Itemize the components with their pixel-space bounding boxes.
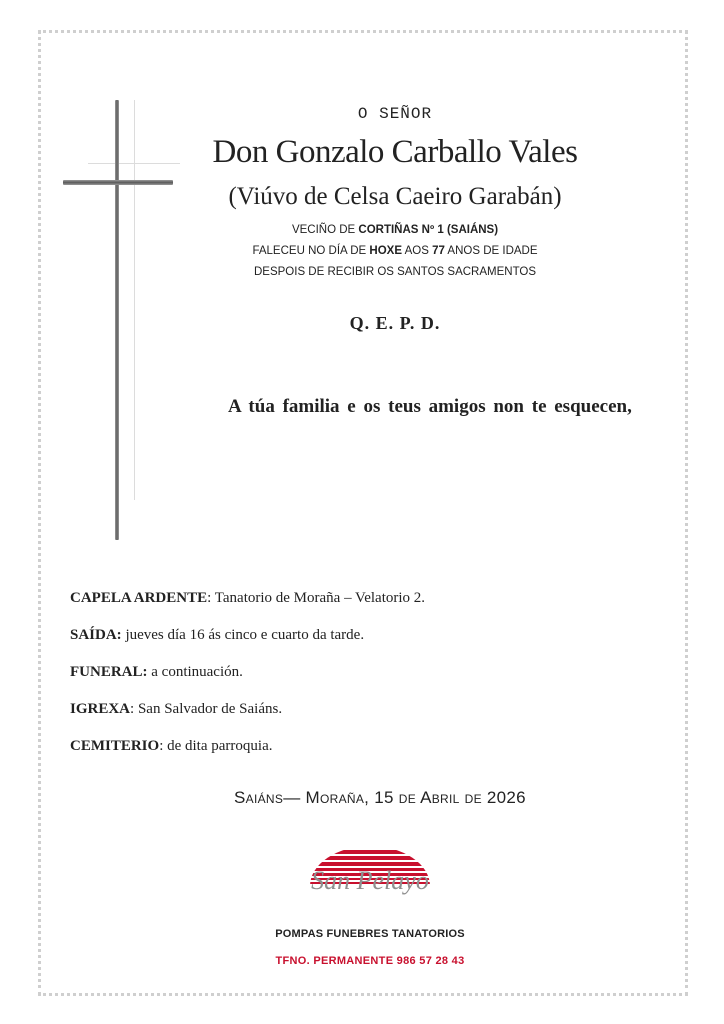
neighbor-line: VECIÑO DE CORTIÑAS Nº 1 (SAIÁNS): [291, 224, 499, 236]
company-phone: TFNO. PERMANENTE 986 57 28 43: [275, 955, 465, 967]
detail-row: IGREXA: San Salvador de Saiáns.: [70, 701, 283, 717]
place-date: Saiáns— Moraña, 15 de Abril de 2026: [234, 788, 526, 807]
info-block: [180, 220, 610, 283]
sacraments-line: DESPOIS DE RECIBIR OS SANTOS SACRAMENTOS: [253, 266, 537, 278]
qepd: Q. E. P. D.: [349, 313, 441, 333]
widower-note: (Viúvo de Celsa Caeiro Garabán): [228, 183, 562, 210]
detail-row: FUNERAL: a continuación.: [70, 664, 243, 680]
family-message: A túa familia e os teus amigos non te esquecen,: [228, 396, 632, 417]
detail-row: CEMITERIO: de dita parroquia.: [70, 738, 273, 754]
pre-title: O SEÑOR: [357, 105, 433, 123]
logo-text: San Pelayo: [311, 866, 429, 895]
detail-row: SAÍDA: jueves día 16 ás cinco e cuarto da tarde.: [70, 627, 365, 643]
detail-row: CAPELA ARDENTE: Tanatorio de Moraña – Velatorio 2.: [70, 590, 426, 606]
service-details: [70, 590, 425, 775]
died-line: FALECEU NO DÍA DE HOXE AOS 77 ANOS DE IDADE: [252, 245, 538, 257]
company-name: POMPAS FUNEBRES TANATORIOS: [275, 928, 465, 940]
deceased-name: Don Gonzalo Carballo Vales: [212, 134, 578, 170]
